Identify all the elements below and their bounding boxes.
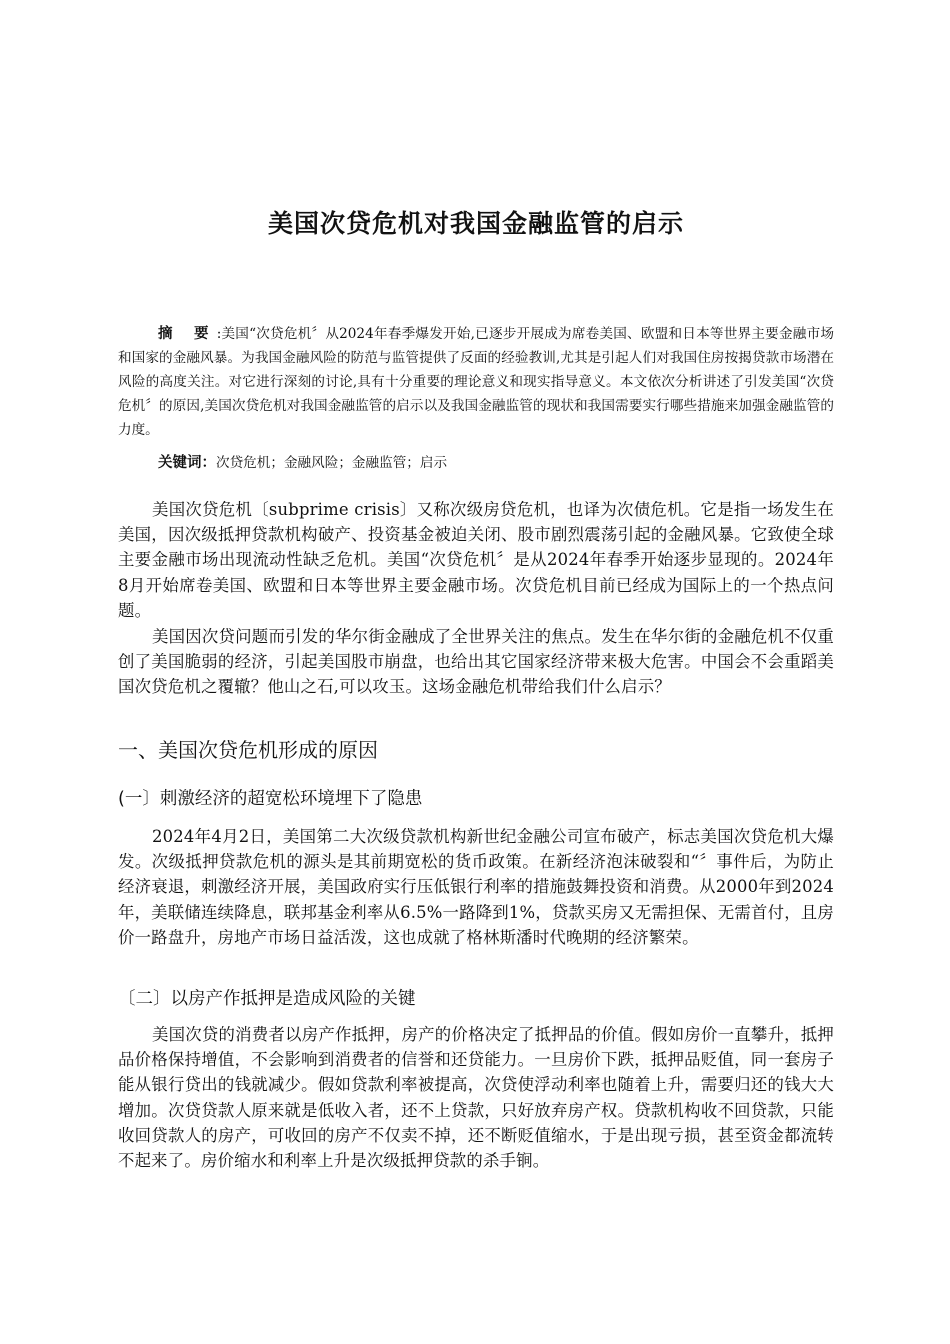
abstract-block: [118, 322, 834, 442]
keywords-text: 次贷危机；金融风险；金融监管；启示: [216, 455, 448, 471]
subsection-2-heading: 〔二〕以房产作抵押是造成风险的关键: [118, 989, 416, 1009]
keywords-label: 关键词：: [158, 455, 216, 471]
abstract-label: 摘 要: [158, 326, 217, 342]
subsection-1-heading: (一〕刺激经济的超宽松环境埋下了隐患: [118, 789, 423, 809]
intro-paragraph-1: 美国次贷危机〔subprime crisis〕又称次级房贷危机，也译为次债危机。它是指一场发生在美国，因次级抵押贷款机构破产、投资基金被迫关闭、股市剧烈震荡引起的金融风暴。它致使全球主要金融市场出现流动性缺乏危机。美国“次贷危机〞是从2024年春季开始逐步显现的。2024年8月开始席卷美国、欧盟和日本等世界主要金融市场。次贷危机目前已经成为国际上的一个热点问题。: [118, 500, 834, 620]
intro-paragraph-2: 美国因次贷问题而引发的华尔街金融成了全世界关注的焦点。发生在华尔街的金融危机不仅重创了美国脆弱的经济，引起美国股市崩盘，也给出其它国家经济带来极大危害。中国会不会重蹈美国次贷危机之覆辙？他山之石,可以攻玉。这场金融危机带给我们什么启示？: [118, 627, 834, 697]
abstract-text: :美国“次贷危机〞从2024年春季爆发开始,已逐步开展成为席卷美国、欧盟和日本等世界主要金融市场和国家的金融风暴。为我国金融风险的防范与监管提供了反面的经验教训,尤其是引起人们对我国住房按揭贷款市场潜在风险的高度关注。对它进行深刻的讨论,具有十分重要的理论意义和现实指导意义。本文依次分析讲述了引发美国“次贷危机〞的原因,美国次贷危机对我国金融监管的启示以及我国金融监管的现状和我国需要实行哪些措施来加强金融监管的力度。: [118, 326, 834, 438]
subsection-2-paragraph: 美国次贷的消费者以房产作抵押，房产的价格决定了抵押品的价值。假如房价一直攀升，抵押品价格保持增值，不会影响到消费者的信誉和还贷能力。一旦房价下跌，抵押品贬值，同一套房子能从银行贷出的钱就减少。假如贷款利率被提高，次贷使浮动利率也随着上升，需要归还的钱大大增加。次贷贷款人原来就是低收入者，还不上贷款，只好放弃房产权。贷款机构收不回贷款，只能收回贷款人的房产，可收回的房产不仅卖不掉，还不断贬值缩水，于是出现亏损，甚至资金都流转不起来了。房价缩水和利率上升是次级抵押贷款的杀手锏。: [118, 1025, 834, 1171]
document-title: 美国次贷危机对我国金融监管的启示: [267, 209, 684, 238]
section-1-heading: 一、美国次贷危机形成的原因: [118, 738, 378, 762]
subsection-1-paragraph: 2024年4月2日，美国第二大次级贷款机构新世纪金融公司宣布破产，标志美国次贷危机大爆发。次级抵押贷款危机的源头是其前期宽松的货币政策。在新经济泡沫破裂和“〞事件后，为防止经济衰退，刺激经济开展，美国政府实行压低银行利率的措施鼓舞投资和消费。从2000年到2024年，美联储连续降息，联邦基金利率从6.5%一路降到1%，贷款买房又无需担保、无需首付，且房价一路盘升，房地产市场日益活泼，这也成就了格林斯潘时代晚期的经济繁荣。: [118, 827, 834, 947]
keywords-block: [118, 450, 834, 476]
